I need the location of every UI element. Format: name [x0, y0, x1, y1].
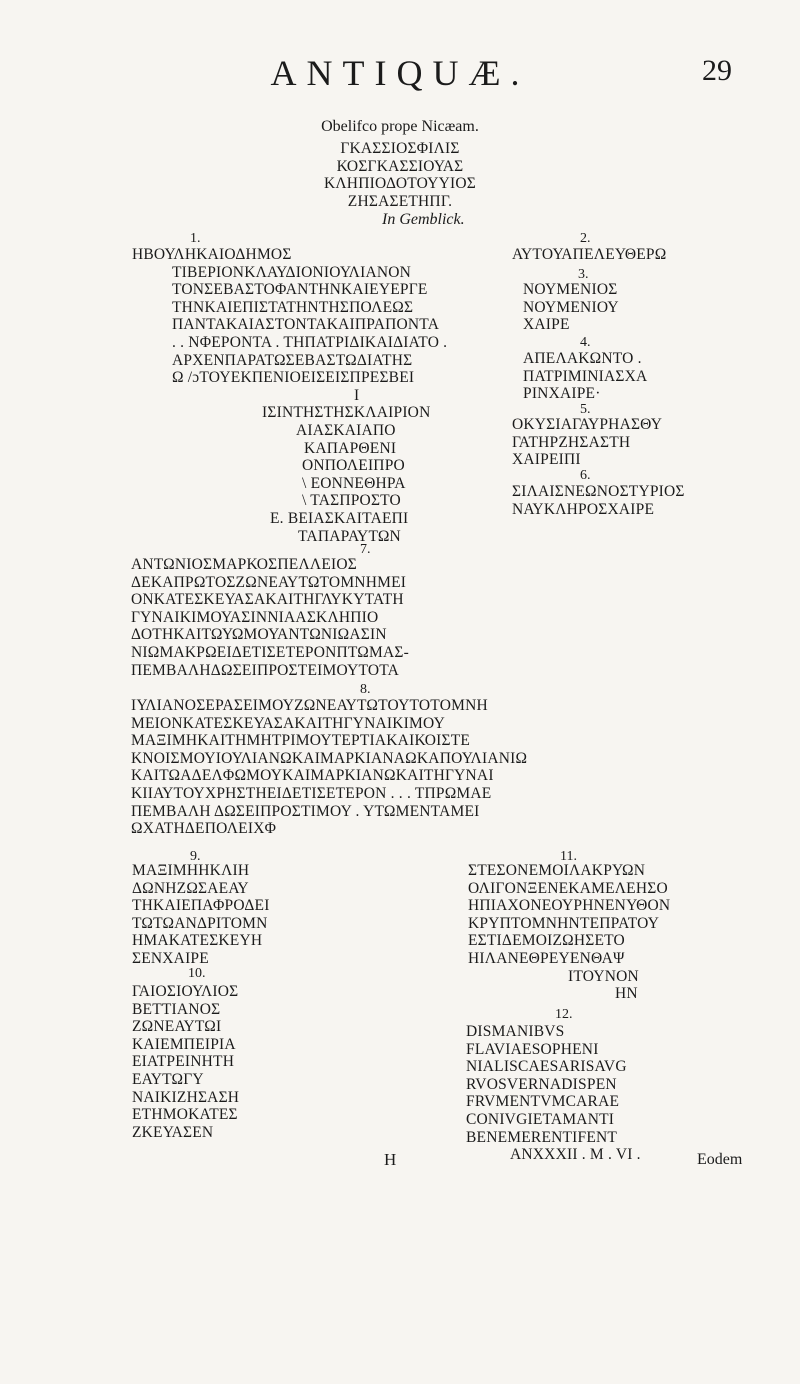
- inscription-9-number: 9.: [190, 849, 201, 864]
- inscription-line: DISMANIBVS: [466, 1023, 565, 1040]
- inscription-line: ΕΣΤΙΔΕΜΟΙΖΩΗΣΕΤΟ: [468, 932, 625, 950]
- catchword: Eodem: [697, 1151, 743, 1168]
- inscription-line: ΕΙΑΤΡΕΙΝΗΤΗ: [132, 1053, 235, 1071]
- inscription-line: ΙΤΟΥΝΟΝ: [568, 967, 639, 985]
- inscription-4: [523, 350, 647, 403]
- inscription-line: ΠΕΜΒΑΛΗΔΩΣΕΙΠΡΟΣΤΕΙΜΟΥΤΟΤΑ: [131, 661, 400, 679]
- inscription-2: [512, 246, 666, 264]
- inscription-4-number: 4.: [580, 335, 591, 350]
- inscription-line: ΜΑΞΙΜΗΚΑΙΤΗΜΗΤΡΙΜΟΥΤΕΡΤΙΑΚΑΙΚΟΙΣΤΕ: [131, 732, 471, 750]
- inscription-line: ΝΑΙΚΙΖΗΣΑΣΗ: [132, 1088, 240, 1106]
- inscription-line: ΑΡΧΕΝΠΑΡΑΤΩΣΕΒΑΣΤΩΔΙΑΤΗΣ: [172, 351, 413, 369]
- inscription-line: ΗΙΛΑΝΕΘΡΕΥΕΝΘΑΨ: [468, 949, 625, 967]
- inscription-12: [466, 1023, 641, 1164]
- inscription-line: ΤΗΝΚΑΙΕΠΙΣΤΑΤΗΝΤΗΣΠΟΛΕΩΣ: [172, 298, 414, 316]
- inscription-1: [132, 246, 447, 545]
- inscription-line: ΖΚΕΥΑΣΕΝ: [132, 1123, 214, 1141]
- inscription-line: ΜΕΙΟΝΚΑΤΕΣΚΕΥΑΣΑΚΑΙΤΗΓΥΝΑΙΚΙΜΟΥ: [131, 714, 446, 732]
- inscription-line: Ε. ΒΕΙΑΣΚΑΙΤΑΕΠΙ: [270, 509, 409, 527]
- inscription-8-number: 8.: [360, 682, 371, 697]
- inscription-line: ΖΗΣΑΣΕΤΗΠΓ.: [347, 192, 453, 210]
- inscription-line: Ω /ɔΤΟΥΕΚΠΕΝΙΟΕΙΣΕΙΣΠΡΕΣΒΕΙ: [172, 369, 415, 387]
- inscription-line: ΤΗΚΑΙΕΠΑΦΡΟΔΕΙ: [132, 897, 270, 915]
- inscription-6-number: 6.: [580, 468, 591, 483]
- inscription-line: ΤΟΝΣΕΒΑΣΤΟΦΑΝΤΗΝΚΑΙΕΥΕΡΓΕ: [172, 281, 428, 299]
- inscription-11: [468, 862, 670, 1003]
- inscription-line: ΗΝ: [615, 985, 638, 1003]
- inscription-line: ΚΛΗΠΙΟΔΟΤΟΥΥΙΟΣ: [323, 175, 477, 193]
- inscription-line: RVOSVERNADISPEN: [466, 1075, 617, 1093]
- inscription-line: ΚΟΣΓΚΑΣΣΙΟΥΑΣ: [336, 157, 464, 175]
- inscription-line: ΙΥΛΙΑΝΟΣΕΡΑΣΕΙΜΟΥΖΩΝΕΑΥΤΩΤΟΥΤΟΤΟΜΝΗ: [131, 697, 488, 714]
- inscription-line: ΡΙΝΧΑΙΡΕ·: [523, 385, 601, 403]
- inscription-line: CONIVGIETAMANTI: [466, 1110, 615, 1128]
- inscription-5: [512, 416, 662, 469]
- inscription-line: ΑΠΕΛΑΚΩΝΤΟ .: [523, 350, 642, 367]
- inscription-line: ΤΩΤΩΑΝΔΡΙΤΟΜΝ: [132, 914, 268, 932]
- inscription-line: FLAVIAESOPHENI: [466, 1040, 599, 1058]
- inscription-line: ΚΝΟΙΣΜΟΥΙΟΥΛΙΑΝΩΚΑΙΜΑΡΚΙΑΝΑΩΚΑΠΟΥΛΙΑΝΙΩ: [131, 749, 528, 767]
- inscription-line: ΔΕΚΑΠΡΩΤΟΣΖΩΝΕΑΥΤΩΤΟΜΝΗΜΕΙ: [131, 573, 407, 591]
- inscription-line: NIALISCAESARISAVG: [466, 1058, 627, 1076]
- inscription-line: ΑΙΑΣΚΑΙΑΠΟ: [296, 421, 396, 439]
- inscription-line: ΟΛΙΓΟΝΞΕΝΕΚΑΜΕΛΕΗΣΟ: [468, 879, 668, 897]
- inscription-line: ΝΟΥΜΕΝΙΟΣ: [523, 281, 618, 298]
- inscription-line: ΗΜΑΚΑΤΕΣΚΕΥΗ: [132, 932, 263, 950]
- inscription-line: . . ΝΦΕΡΟΝΤΑ . ΤΗΠΑΤΡΙΔΙΚΑΙΔΙΑΤΟ .: [172, 333, 448, 351]
- inscription-12-number: 12.: [555, 1007, 573, 1022]
- inscription-line: ΝΟΥΜΕΝΙΟΥ: [523, 298, 619, 316]
- inscription-1-number: 1.: [190, 231, 201, 246]
- inscription-line: ΔΟΤΗΚΑΙΤΩΥΩΜΟΥΑΝΤΩΝΙΩΑΣΙΝ: [131, 626, 387, 644]
- inscription-line: BENEMERENTIFENT: [466, 1128, 618, 1146]
- page-number: 29: [702, 54, 732, 87]
- inscription-line: \ ΤΑΣΠΡΟΣΤΟ: [302, 492, 401, 510]
- intro-inscription: [0, 140, 800, 210]
- inscription-line: ΟΝΚΑΤΕΣΚΕΥΑΣΑΚΑΙΤΗΓΛΥΚΥΤΑΤΗ: [131, 591, 404, 609]
- running-title: ANTIQUÆ.: [270, 53, 530, 93]
- inscription-line: ΔΩΝΗΖΩΣΑΕΑΥ: [132, 879, 249, 897]
- inscription-line: ΓΚΑΣΣΙΟΣΦΙΛΙΣ: [340, 140, 460, 157]
- inscription-line: ΠΑΤΡΙΜΙΝΙΑΣΧΑ: [523, 367, 648, 385]
- inscription-line: Ι: [354, 386, 360, 404]
- inscription-line: ΗΒΟΥΛΗΚΑΙΟΔΗΜΟΣ: [132, 246, 292, 263]
- inscription-line: ΚΑΙΕΜΠΕΙΡΙΑ: [132, 1035, 236, 1053]
- inscription-7: [131, 556, 409, 679]
- signature-mark: H: [384, 1150, 397, 1169]
- inscription-line: ΚΑΙΤΩΑΔΕΛΦΩΜΟΥΚΑΙΜΑΡΚΙΑΝΩΚΑΙΤΗΓΥΝΑΙ: [131, 767, 494, 785]
- inscription-line: ΓΑΙΟΣΙΟΥΛΙΟΣ: [132, 983, 239, 1000]
- inscription-3: [523, 281, 619, 334]
- inscription-line: ΕΑΥΤΩΓΥ: [132, 1070, 204, 1088]
- inscription-line: ΖΩΝΕΑΥΤΩΙ: [132, 1018, 222, 1036]
- inscription-line: ΑΥΤΟΥΑΠΕΛΕΥΘΕΡΩ: [512, 246, 667, 263]
- inscription-10-number: 10.: [188, 966, 206, 981]
- inscription-line: ΤΙΒΕΡΙΟΝΚΛΑΥΔΙΟΝΙΟΥΛΙΑΝΟΝ: [172, 263, 412, 281]
- inscription-line: ΧΑΙΡΕΙΠΙ: [512, 451, 581, 469]
- inscription-line: ANXXXII . M . VI .: [510, 1146, 641, 1164]
- inscription-line: ΣΤΕΣΟΝΕΜΟΙΛΑΚΡΥΩΝ: [468, 862, 646, 879]
- inscription-5-number: 5.: [580, 402, 591, 417]
- inscription-line: ΟΚΥΣΙΑΓΑΥΡΗΑΣΘΥ: [512, 416, 663, 433]
- inscription-7-number: 7.: [360, 542, 371, 557]
- inscription-line: ΠΑΝΤΑΚΑΙΑΣΤΟΝΤΑΚΑΙΠΡΑΠΟΝΤΑ: [172, 316, 440, 334]
- inscription-line: \ ΕΟΝΝΕΘΗΡΑ: [302, 474, 406, 492]
- inscription-8: [131, 697, 527, 838]
- inscription-9: [132, 862, 270, 968]
- inscription-line: ΙΣΙΝΤΗΣΤΗΣΚΛΑΙΡΙΟΝ: [262, 404, 431, 422]
- inscription-3-number: 3.: [578, 267, 589, 282]
- intro-location: In Gemblick.: [382, 211, 465, 228]
- inscription-2-number: 2.: [580, 231, 591, 246]
- inscription-line: ΝΙΩΜΑΚΡΩΕΙΔΕΤΙΣΕΤΕΡΟΝΠΤΩΜΑΣ-: [131, 643, 409, 661]
- inscription-line: ΗΠΙΑΧΟΝΕΟΥΡΗΝΕΝΥΘΟΝ: [468, 897, 671, 915]
- inscription-line: ΩΧΑΤΗΔΕΠΟΛΕΙΧΦ: [131, 820, 277, 838]
- inscription-line: ΚΙΙΑΥΤΟΥΧΡΗΣΤΗΕΙΔΕΤΙΣΕΤΕΡΟΝ . . . ΤΠΡΩΜΑΕ: [131, 784, 492, 802]
- inscription-line: ΧΑΙΡΕ: [523, 316, 570, 334]
- inscription-line: ΑΝΤΩΝΙΟΣΜΑΡΚΟΣΠΕΛΛΕΙΟΣ: [131, 556, 357, 573]
- inscription-line: ΕΤΗΜΟΚΑΤΕΣ: [132, 1106, 238, 1124]
- inscription-6: [512, 483, 685, 518]
- inscription-line: ΜΑΞΙΜΗΗΚΛΙΗ: [132, 862, 250, 879]
- inscription-line: ΚΡΥΠΤΟΜΝΗΝΤΕΠΡΑΤΟΥ: [468, 914, 660, 932]
- inscription-line: ΟΝΠΟΛΕΙΠΡΟ: [302, 457, 405, 475]
- inscription-line: ΣΙΛΑΙΣΝΕΩΝΟΣΤΥΡΙΟΣ: [512, 483, 685, 500]
- inscription-line: ΠΕΜΒΑΛΗ ΔΩΣΕΙΠΡΟΣΤΙΜΟΥ . ΥΤΩΜΕΝΤΑΜΕΙ: [131, 802, 480, 820]
- inscription-line: ΚΑΠΑΡΘΕΝΙ: [304, 439, 397, 457]
- inscription-10: [132, 983, 239, 1141]
- intro-caption: Obelifco prope Nicæam.: [321, 118, 479, 135]
- inscription-line: ΝΑΥΚΛΗΡΟΣΧΑΙΡΕ: [512, 500, 655, 518]
- inscription-line: ΒΕΤΤΙΑΝΟΣ: [132, 1000, 221, 1018]
- inscription-line: ΣΕΝΧΑΙΡΕ: [132, 949, 209, 967]
- inscription-line: ΓΥΝΑΙΚΙΜΟΥΑΣΙΝΝΙΑΑΣΚΛΗΠΙΟ: [131, 608, 379, 626]
- inscription-line: ΤΑΠΑΡΑΥΤΩΝ: [298, 527, 401, 545]
- inscription-line: FRVMENTVMCARAE: [466, 1093, 620, 1111]
- inscription-line: ΓΑΤΗΡΖΗΣΑΣΤΗ: [512, 433, 631, 451]
- inscription-11-number: 11.: [560, 849, 577, 864]
